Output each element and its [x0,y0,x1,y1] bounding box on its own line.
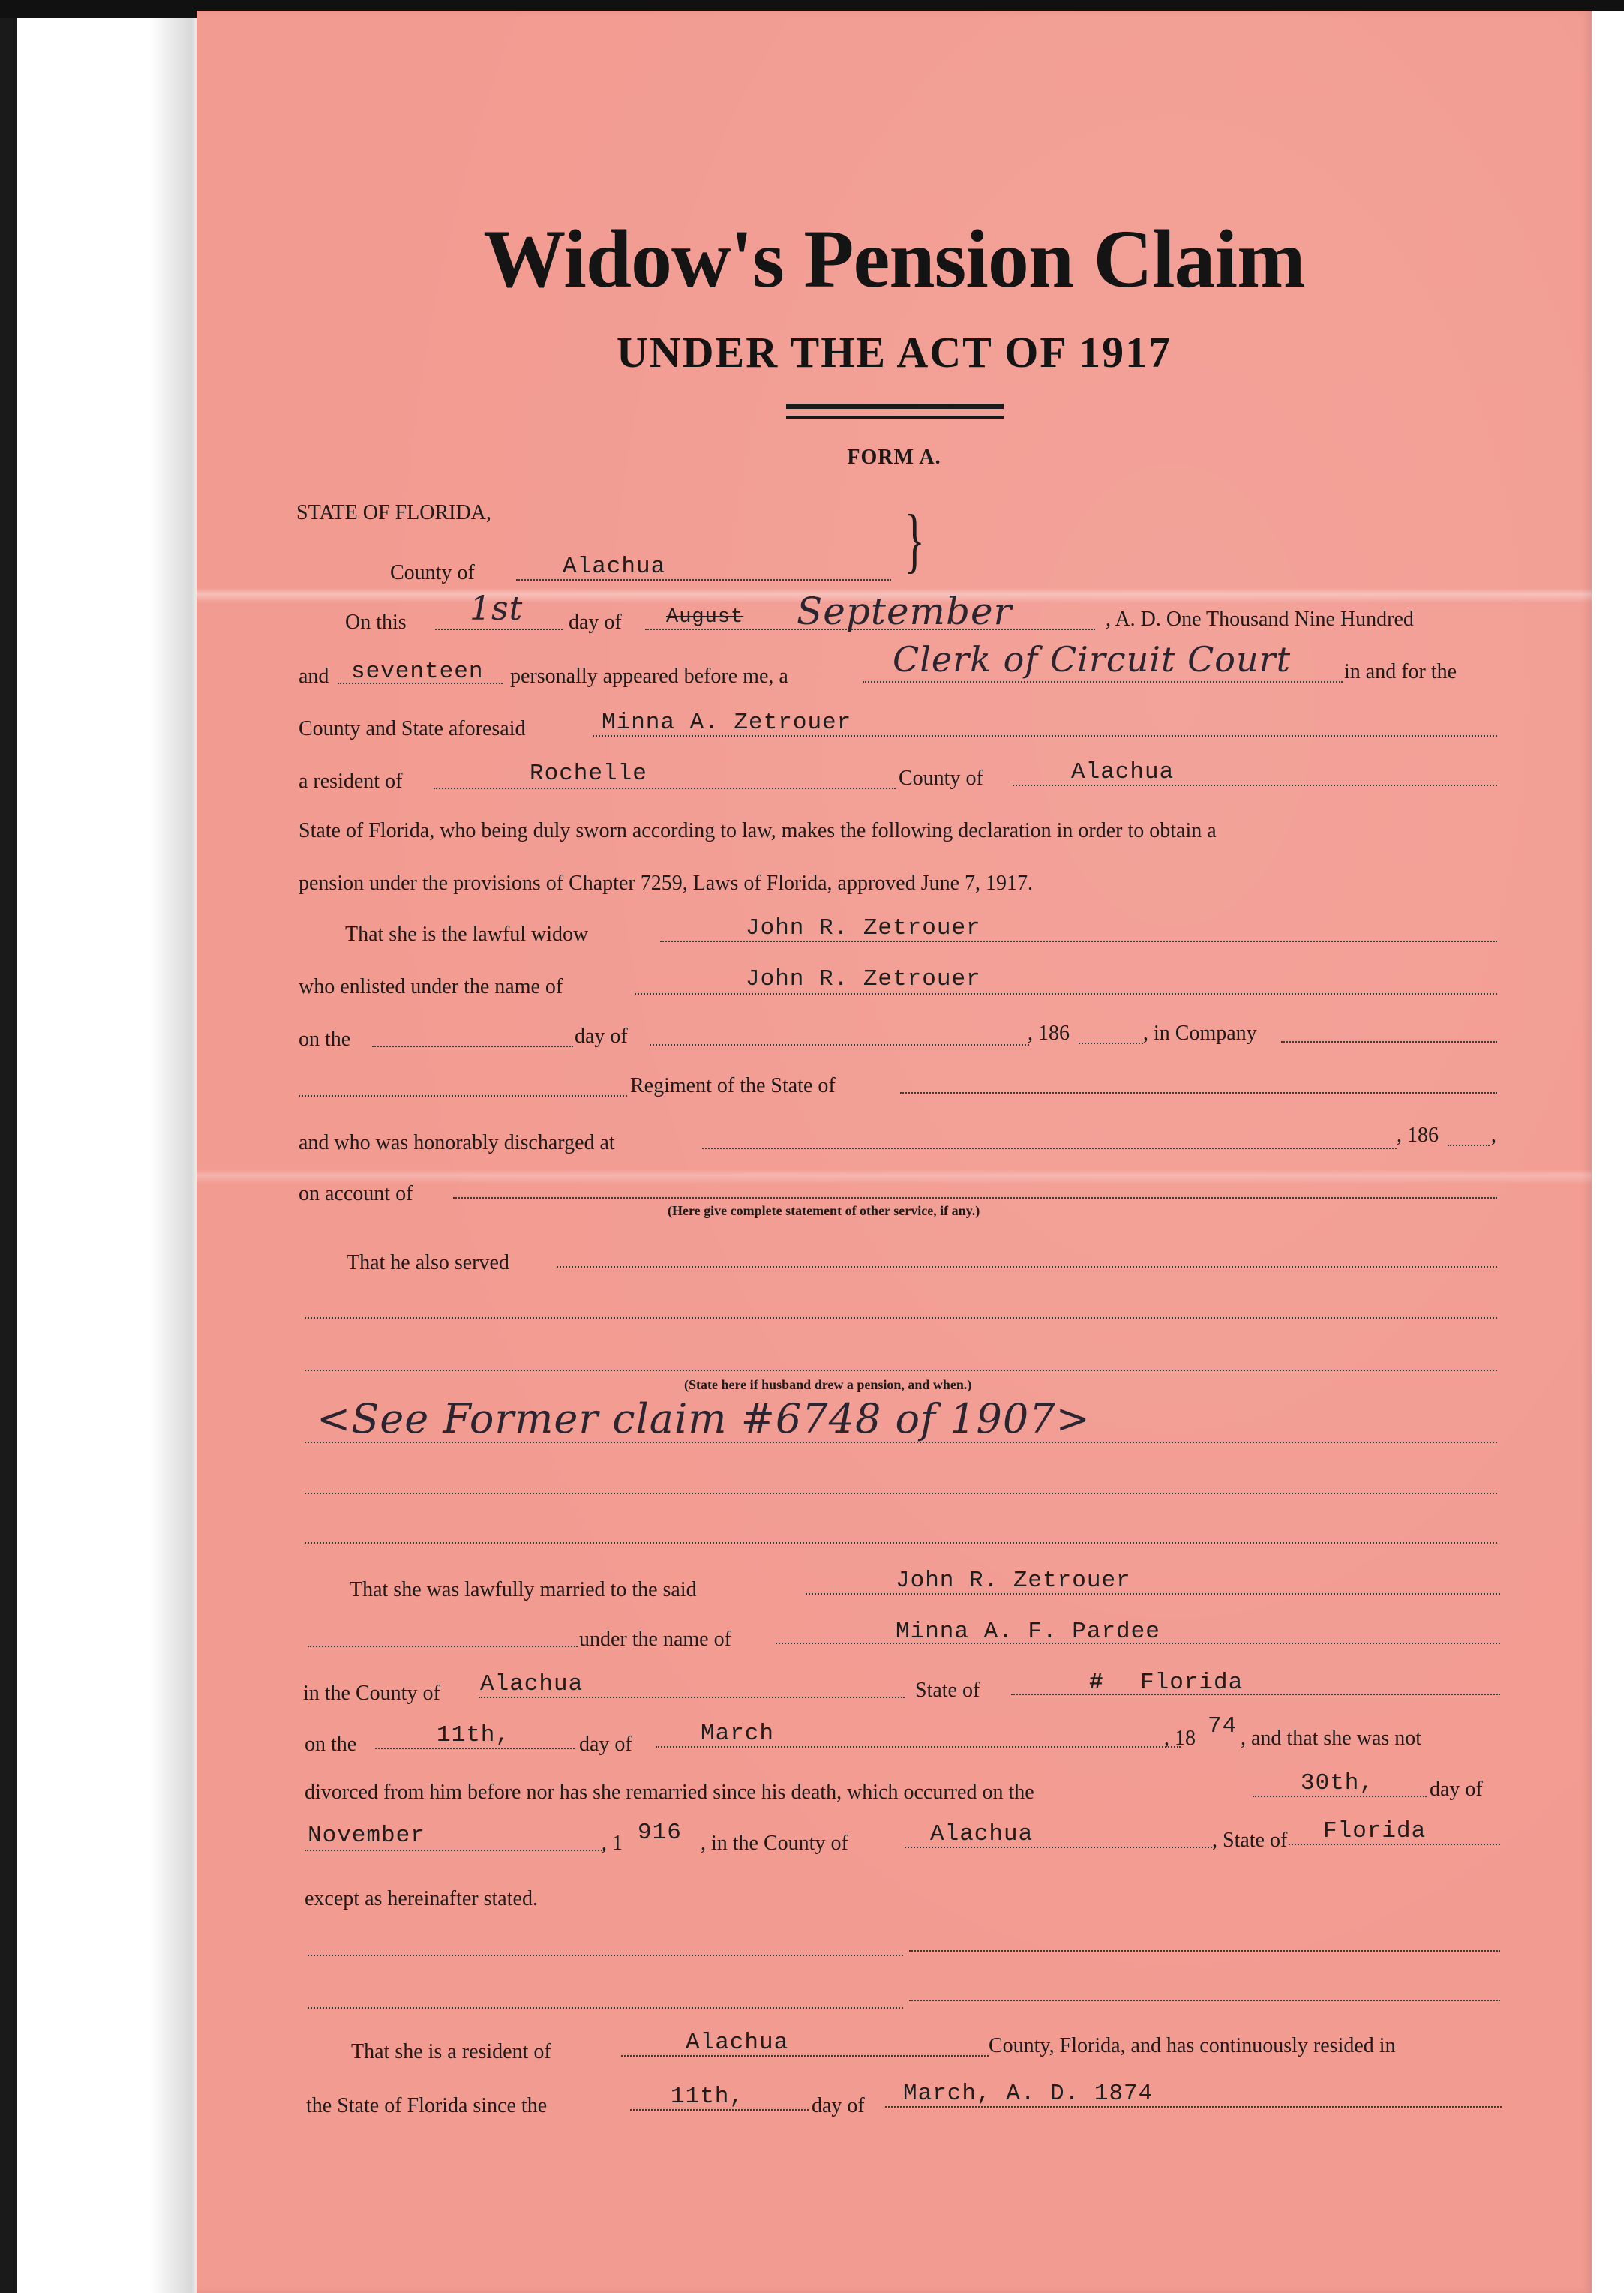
title-rule-thick [786,404,1004,409]
death-year-value: 916 [638,1820,682,1846]
marriage-county-label: in the County of [303,1682,440,1705]
residence-since-label: the State of Florida since the [306,2094,548,2117]
death-county-label: , in the County of [701,1832,848,1855]
except-line-2b [909,2000,1500,2001]
in-and-for-label: in and for the [1344,660,1457,683]
also-served-label: That he also served [347,1251,509,1274]
marriage-state-blank [1011,1694,1500,1695]
company-blank [1281,1041,1497,1043]
title-rule-thin [786,416,1004,419]
marriage-county-value: Alachua [480,1671,584,1697]
except-line-1a [308,1955,903,1956]
widow-label: That she is the lawful widow [345,923,589,946]
marriage-state-value: Florida [1140,1670,1244,1696]
enlisted-label: who enlisted under the name of [299,975,563,998]
discharge-comma: , [1491,1124,1496,1147]
venue-brace: } [904,500,925,580]
death-month-blank [305,1850,605,1851]
scanner-right-margin [1592,11,1624,2293]
discharge-blank [702,1148,1397,1149]
county-value-2: Alachua [1071,759,1175,785]
marriage-day-of-label: day of [579,1733,632,1756]
marriage-state-label: State of [915,1679,980,1702]
maiden-name-value: Minna A. F. Pardee [896,1619,1160,1645]
on-the-label: on the [299,1028,351,1051]
enlist-day-blank [372,1046,573,1047]
discharge-label: and who was honorably discharged at [299,1131,615,1154]
other-service-note: (Here give complete statement of other service, if any.) [668,1203,980,1218]
officer-value: Clerk of Circuit Court [893,639,1292,680]
form-subtitle: UNDER THE ACT OF 1917 [616,328,1172,377]
enlist-year-blank [1079,1043,1143,1044]
town-blank [434,788,896,789]
death-year-prefix: , 1 [602,1832,623,1855]
residence-tail-text: County, Florida, and has continuously resided in [989,2034,1396,2057]
death-county-value: Alachua [930,1821,1034,1847]
service-line-3 [305,1370,1497,1371]
enlist-month-blank [650,1044,1029,1046]
state-label: STATE OF FLORIDA, [296,501,491,524]
also-served-blank [557,1266,1497,1268]
residence-label: That she is a resident of [351,2040,551,2063]
day-of-label: day of [569,611,622,634]
husband-name-value: John R. Zetrouer [746,915,981,941]
regiment-blank [299,1095,627,1097]
residence-day-value: 11th, [671,2084,745,2110]
death-month-value: November [308,1823,425,1849]
except-line-2a [308,2007,903,2009]
discharge-year-blank [1448,1145,1490,1146]
state-overstrike-mark: # [1089,1670,1104,1696]
pension-line-2 [305,1493,1497,1494]
discharge-year-label: , 186 [1397,1124,1439,1147]
on-this-label: On this [345,611,407,634]
county-state-label: County and State aforesaid [299,717,526,740]
county-of-label: County of [899,767,983,790]
service-line-2 [305,1317,1497,1319]
form-label: FORM A. [847,446,941,469]
marriage-year-prefix: , 18 [1164,1727,1196,1750]
residence-date-value: March, A. D. 1874 [903,2081,1154,2107]
regiment-state-blank [900,1092,1497,1094]
marriage-year-value: 74 [1208,1713,1238,1739]
except-label: except as hereinafter stated. [305,1887,538,1910]
officer-blank [863,681,1343,683]
day-value: 1st [470,590,524,628]
enlisted-name-value: John R. Zetrouer [746,966,981,992]
death-state-label: , State of [1212,1829,1288,1852]
appeared-label: personally appeared before me, a [510,665,788,688]
county-label: County of [390,561,475,584]
residence-day-of-label: day of [812,2094,865,2117]
residence-county-value: Alachua [686,2030,789,2056]
except-line-1b [909,1950,1500,1952]
marriage-month-value: March [701,1721,775,1747]
chapter-text: pension under the provisions of Chapter 7259, Laws of Florida, approved June 7, 1917. [299,872,1034,895]
pension-line-1 [305,1442,1497,1443]
marriage-day-value: 11th, [437,1722,511,1748]
married-label: That she was lawfully married to the said [350,1578,697,1601]
regiment-label: Regiment of the State of [630,1074,836,1097]
day-blank [435,629,563,630]
form-title: Widow's Pension Claim [483,213,1305,305]
pension-line-3 [305,1542,1497,1544]
residence-county-blank [621,2055,989,2057]
account-blank [453,1197,1497,1199]
town-value: Rochelle [530,761,647,787]
maiden-label: under the name of [579,1628,731,1651]
account-label: on account of [299,1182,413,1205]
marriage-on-the-label: on the [305,1733,357,1756]
former-claim-value: <See Former claim #6748 of 1907> [317,1395,1091,1442]
county-value: Alachua [563,554,666,580]
enlist-day-of-label: day of [575,1025,628,1048]
married-name-value: John R. Zetrouer [896,1568,1131,1594]
month-value: September [797,590,1013,633]
oath-text: State of Florida, who being duly sworn according to law, makes the following declaration in order to obtain a [299,819,1217,842]
year-word-value: seventeen [351,659,484,685]
death-text: divorced from him before nor has she remarried since his death, which occurred on the [305,1781,1034,1804]
death-state-value: Florida [1323,1818,1427,1844]
struck-month: August [666,606,744,629]
and-label: and [299,665,329,688]
claimant-name-value: Minna A. Zetrouer [602,710,852,736]
century-text: , A. D. One Thousand Nine Hundred [1106,608,1414,631]
enlisted-blank [635,993,1497,995]
not-divorced-text: , and that she was not [1241,1727,1422,1750]
resident-of-label: a resident of [299,770,403,793]
death-day-value: 30th, [1301,1770,1375,1796]
maiden-lead-blank [308,1646,578,1647]
pension-note: (State here if husband drew a pension, and when.) [684,1377,972,1392]
enlist-year-label: , 186 [1028,1022,1070,1045]
company-label: , in Company [1143,1022,1257,1045]
death-day-of-label: day of [1430,1778,1483,1801]
